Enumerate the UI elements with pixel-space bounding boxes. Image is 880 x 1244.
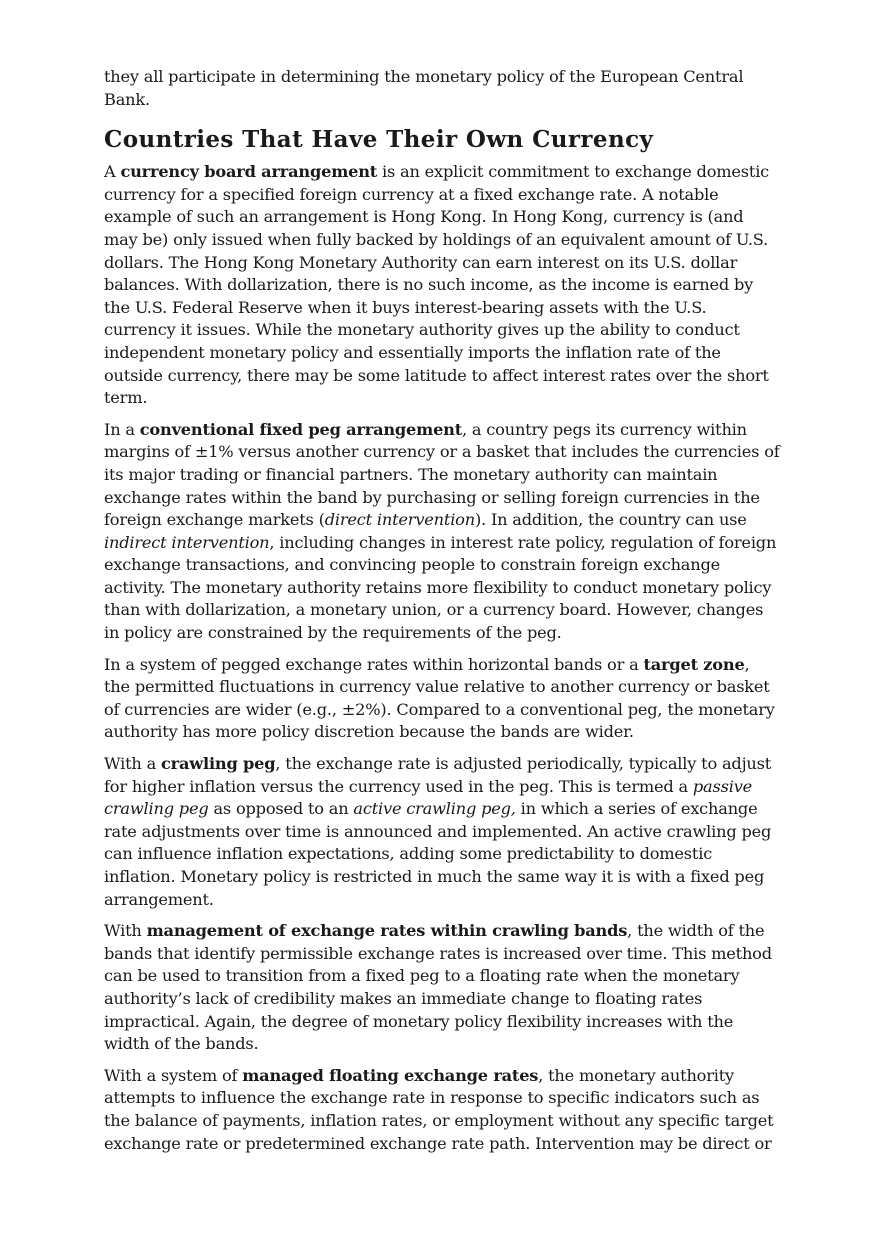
paragraph-currency-board (104, 161, 780, 410)
text-run: ). In addition, the country can use (474, 510, 747, 530)
text-run: , the permitted fluctuations in currency value relative to another currency or basket of currencies are wider (e.g., ±2%). Compared to a conventional peg, the monetary authority has more policy discretion because the bands are wider. (104, 654, 775, 742)
term-conventional-fixed-peg: conventional fixed peg arrangement (139, 419, 463, 439)
term-active-crawling-peg: active crawling peg, (353, 799, 516, 819)
text-run: With a (104, 754, 162, 774)
document-page (104, 66, 780, 1164)
term-indirect-intervention: indirect intervention (104, 532, 270, 552)
text-run: as opposed to an (208, 799, 354, 819)
intro-text: they all participate in determining the monetary policy of the European Central Bank. (104, 67, 744, 109)
text-run: , the monetary authority attempts to influence the exchange rate in response to specific indicators such as the balance of payments, inflation rates, or employment without any specific target exchange rate or predetermined exchange rate path. Intervention may be direct or (104, 1065, 774, 1153)
paragraph-fixed-peg (104, 419, 780, 645)
term-crawling-peg: crawling peg (161, 754, 276, 774)
text-run: , including changes in interest rate policy, regulation of foreign exchange transactions, and convincing people to constrain foreign exchange activity. The monetary authority retains more flexibility to conduct monetary policy than with dollarization, a monetary union, or a currency board. However, changes in policy are constrained by the requirements of the peg. (104, 532, 777, 643)
text-run: , the exchange rate is adjusted periodically, typically to adjust for higher inflation versus the currency used in the peg. This is termed a (104, 754, 772, 796)
text-run: , a country pegs its currency within margins of ±1% versus another currency or a basket that includes the currencies of its major trading or financial partners. The monetary authority can maintain exchange rates within the band by purchasing or selling foreign currencies in the foreign exchange markets ( (104, 419, 780, 530)
text-run: in which a series of exchange rate adjustments over time is announced and implemented. An active crawling peg can influence inflation expectations, adding some predictability to domestic inflation. Monetary policy is restricted in much the same way it is with a fixed peg arrangement. (104, 799, 772, 909)
text-run: is an explicit commitment to exchange domestic currency for a specified foreign currency at a fixed exchange rate. A notable example of such an arrangement is Hong Kong. In Hong Kong, currency is (and may be) only issued when fully backed by holdings of an equivalent amount of U.S. dollars. The Hong Kong Monetary Authority can earn interest on its U.S. dollar balances. With dollarization, there is no such income, as the income is earned by the U.S. Federal Reserve when it buys interest-bearing assets with the U.S. currency it issues. While the monetary authority gives up the ability to conduct independent monetary policy and essentially imports the inflation rate of the outside currency, there may be some latitude to affect interest rates over the short term. (104, 162, 770, 408)
term-passive-crawling-peg: passive crawling peg (104, 776, 753, 819)
text-run: With a system of (104, 1065, 243, 1085)
paragraph-managed-floating (104, 1065, 780, 1155)
term-crawling-bands: management of exchange rates within crawling bands (146, 921, 628, 941)
text-run: With (104, 921, 147, 941)
text-run: , the width of the bands that identify permissible exchange rates is increased over time. This method can be used to transition from a fixed peg to a floating rate when the monetary authority’s lack of credibility makes an immediate change to floating rates impractical. Again, the degree of monetary policy flexibility increases with the width of the bands. (104, 921, 772, 1054)
paragraph-crawling-peg (104, 753, 780, 911)
term-managed-floating: managed floating exchange rates (242, 1065, 539, 1085)
paragraph-crawling-bands (104, 920, 780, 1056)
text-run: A (104, 162, 121, 182)
term-target-zone: target zone (643, 654, 745, 674)
term-direct-intervention: direct intervention (324, 510, 475, 530)
section-heading: Countries That Have Their Own Currency (104, 126, 654, 154)
term-currency-board: currency board arrangement (120, 162, 378, 182)
intro-paragraph (104, 66, 780, 111)
paragraph-target-zone (104, 654, 780, 744)
text-run: In a (104, 419, 140, 439)
text-run: In a system of pegged exchange rates within horizontal bands or a (104, 654, 644, 674)
